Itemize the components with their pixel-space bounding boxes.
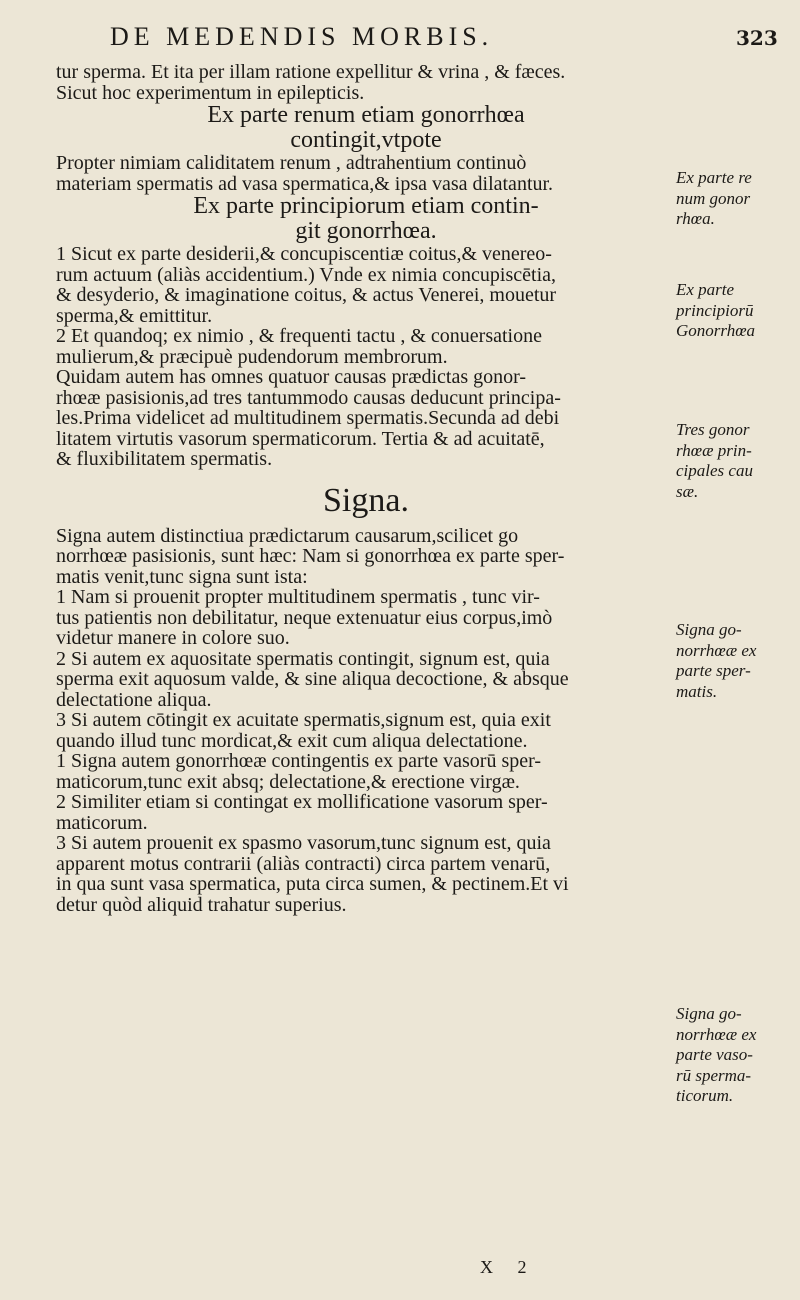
text-line: 2 Si autem ex aquositate spermatis contingit, signum est, quia <box>56 647 550 670</box>
text-line: litatem virtutis vasorum spermaticorum. Tertia & ad acuitatē, <box>56 427 545 450</box>
running-header <box>0 22 800 62</box>
margin-note: Ex parte re num gonor rhœa. <box>676 168 752 228</box>
page-number: 323 <box>736 26 778 50</box>
text-line: maticorum,tunc exit absq; delectatione,& erectione virgæ. <box>56 770 520 793</box>
text-line: 3 Si autem cōtingit ex acuitate spermatis,signum est, quia exit <box>56 709 551 731</box>
text-line: quando illud tunc mordicat,& exit cum aliqua delectatione. <box>56 729 528 752</box>
text-line: 2 Et quandoq; ex nimio , & frequenti tactu , & conuersatione <box>56 325 542 347</box>
text-line: 1 Nam si prouenit propter multitudinem spermatis , tunc vir- <box>56 586 540 608</box>
text-line: detur quòd aliquid trahatur superius. <box>56 893 347 916</box>
text-line: videtur manere in colore suo. <box>56 627 290 649</box>
text-line: 3 Si autem prouenit ex spasmo vasorum,tunc signum est, quia <box>56 832 551 854</box>
text-line: rum actuum (aliàs accidentium.) Vnde ex nimia concupiscētia, <box>56 263 557 286</box>
text-line: in qua sunt vasa spermatica, puta circa sumen, & pectinem.Et vi <box>56 873 569 895</box>
text-line: norrhœæ pasisionis, sunt hæc: Nam si gonorrhœa ex parte sper- <box>56 545 565 567</box>
margin-note: Signa go- norrhœæ ex parte sper- matis. <box>676 620 757 701</box>
text-line: maticorum. <box>56 811 148 834</box>
running-title: DE MEDENDIS MORBIS. <box>110 22 494 51</box>
text-line: sperma,& emittitur. <box>56 304 213 327</box>
text-line: delectatione aliqua. <box>56 688 212 711</box>
text-line: mulierum,& præcipuè pudendorum membrorum. <box>56 345 448 368</box>
section-heading: git gonorrhœa. <box>295 218 437 244</box>
text-line: Quidam autem has omnes quatuor causas prædictas gonor- <box>56 366 527 388</box>
text-line: & fluxibilitatem spermatis. <box>56 448 273 470</box>
text-line: sperma exit aquosum valde, & sine aliqua decoctione, & absque <box>56 668 569 690</box>
text-line: Propter nimiam caliditatem renum , adtrahentium continuò <box>56 152 527 174</box>
section-heading: Ex parte renum etiam gonorrhœa <box>207 102 525 128</box>
text-line: Sicut hoc experimentum in epilepticis. <box>56 81 365 104</box>
text-line: matis venit,tunc signa sunt ista: <box>56 565 308 588</box>
text-line: les.Prima videlicet ad multitudinem spermatis.Secunda ad debi <box>56 407 560 429</box>
text-line: & desyderio, & imaginatione coitus, & actus Venerei, mouetur <box>56 284 557 306</box>
text-line: Signa autem distinctiua prædictarum causarum,scilicet go <box>56 524 519 547</box>
text-line: materiam spermatis ad vasa spermatica,& ipsa vasa dilatantur. <box>56 172 554 195</box>
margin-note: Signa go- norrhœæ ex parte vaso- rū sperma- ticorum. <box>676 1004 757 1105</box>
text-line: rhœæ pasisionis,ad tres tantummodo causas deducunt principa- <box>56 386 561 409</box>
signature-mark: X 2 <box>480 1257 537 1277</box>
text-line: tus patientis non debilitatur, neque extenuatur eius corpus,imò <box>56 606 553 629</box>
text-line: apparent motus contrarii (aliàs contracti) circa partem venarū, <box>56 852 551 875</box>
text-line: 1 Signa autem gonorrhœæ contingentis ex parte vasorū sper- <box>56 750 542 772</box>
text-line: 1 Sicut ex parte desiderii,& concupiscentiæ coitus,& venereo- <box>56 243 552 265</box>
text-line: 2 Similiter etiam si contingat ex mollificatione vasorum sper- <box>56 791 548 813</box>
signa-heading: Signa. <box>323 481 409 519</box>
margin-note: Tres gonor rhœæ prin- cipales cau sæ. <box>676 420 753 501</box>
text-line: tur sperma. Et ita per illam ratione expellitur & vrina , & fæces. <box>56 61 566 83</box>
section-heading: Ex parte principiorum etiam contin- <box>193 193 539 219</box>
main-text-column <box>56 62 676 915</box>
margin-note: Ex parte principiorū Gonorrhœa <box>676 280 756 340</box>
section-heading: contingit,vtpote <box>290 127 442 153</box>
